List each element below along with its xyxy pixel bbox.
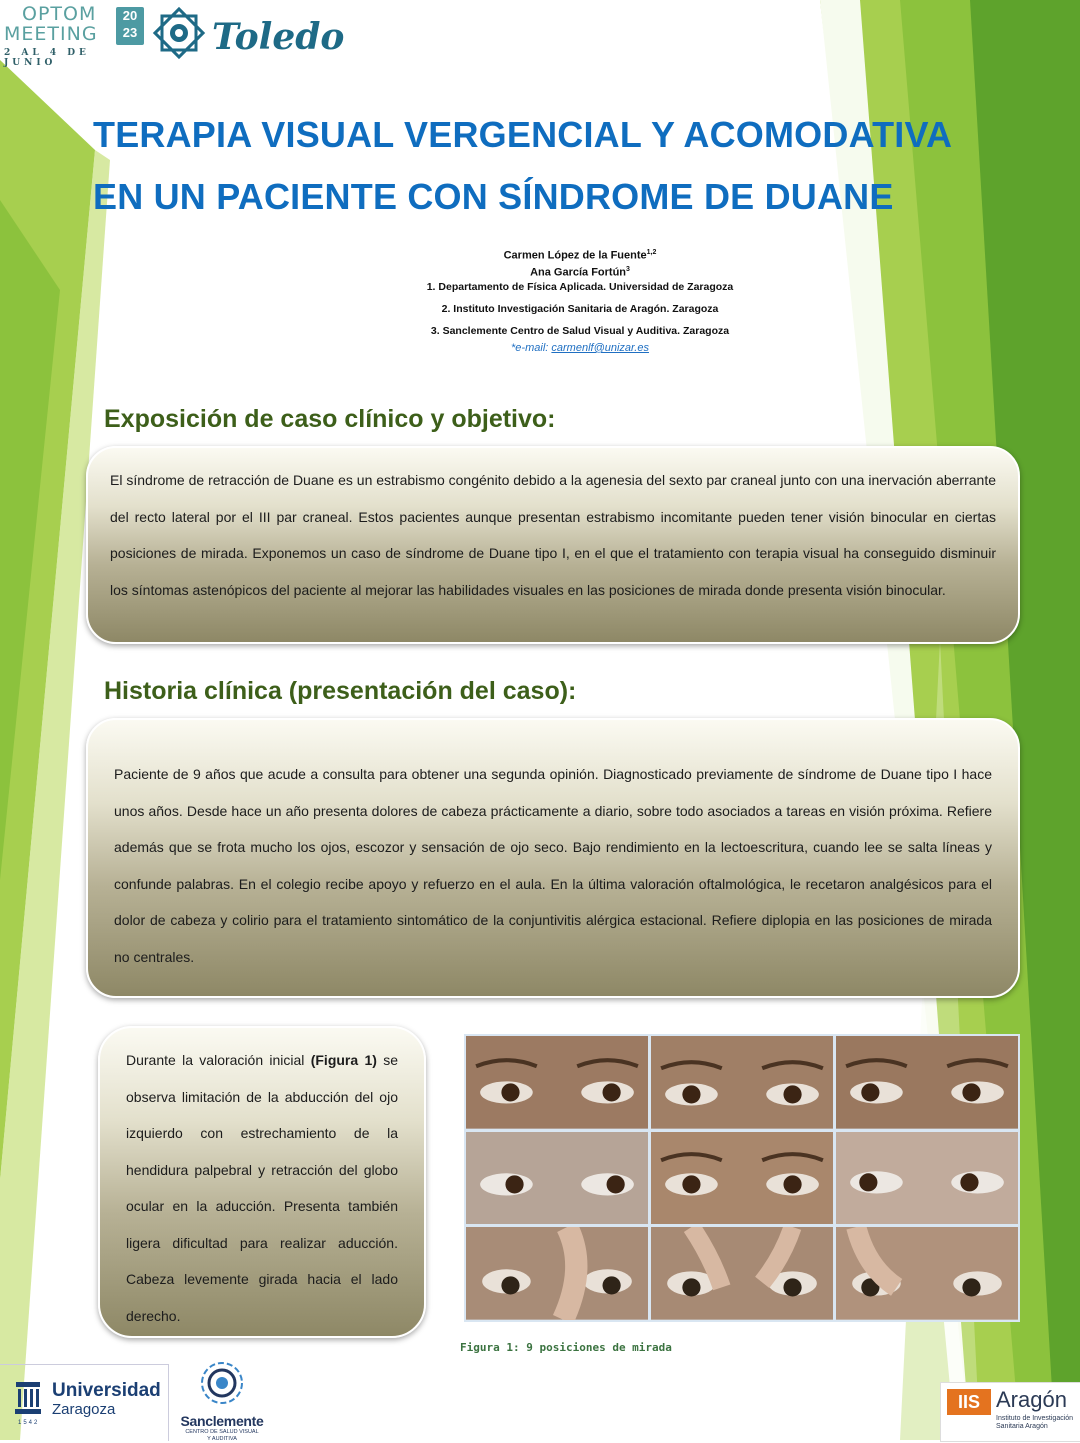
sanclemente-eye-icon bbox=[199, 1360, 245, 1406]
title-line2: EN UN PACIENTE CON SÍNDROME DE DUANE bbox=[93, 176, 894, 217]
gaze-photo bbox=[836, 1227, 1018, 1320]
valoracion-box bbox=[98, 1026, 426, 1338]
valoracion-text-1: Durante la valoración inicial bbox=[126, 1052, 311, 1068]
section-heading-exposicion: Exposición de caso clínico y objetivo: bbox=[104, 405, 556, 433]
iis-aragon-logo bbox=[940, 1382, 1080, 1442]
exposicion-text: El síndrome de retracción de Duane es un estrabismo congénito debido a la agenesia del sexto par craneal junto con una inervación aberrante del recto lateral por el III par craneal. Estos pacientes aunque presentan estrabismo incomitante pueden tener visión binocular en ciertas posiciones de mirada. Exponemos un caso de síndrome de Duane tipo I, en el que el tratamiento con terapia visual ha conseguido disminuir los síntomas astenópicos del paciente al mejorar las habilidades visuales en las posiciones de mirada donde presenta visión binocular. bbox=[110, 472, 996, 598]
iis-sub1: Instituto de Investigación bbox=[996, 1415, 1074, 1422]
toledo-star-icon bbox=[150, 4, 208, 62]
optom-meeting-logo bbox=[4, 3, 144, 68]
title-line1: TERAPIA VISUAL VERGENCIAL Y ACOMODATIVA bbox=[93, 114, 953, 155]
logo-line1: OPTOM bbox=[22, 3, 97, 25]
author2: Ana García Fortún bbox=[530, 266, 627, 279]
sanclemente-sub2: Y AUDITIVA bbox=[207, 1436, 237, 1442]
sanclemente-sub1: CENTRO DE SALUD VISUAL bbox=[185, 1429, 259, 1435]
sanclemente-name: Sanclemente bbox=[180, 1413, 264, 1429]
gaze-photo bbox=[466, 1227, 648, 1320]
exposicion-box bbox=[86, 446, 1020, 644]
iis-sub2: Sanitaria Aragón bbox=[996, 1423, 1048, 1430]
gaze-photo bbox=[836, 1132, 1018, 1225]
section-heading-historia: Historia clínica (presentación del caso): bbox=[104, 677, 577, 705]
unizar-year: 1542 bbox=[18, 1420, 40, 1426]
university-building-icon bbox=[14, 1380, 42, 1418]
gaze-photo bbox=[466, 1132, 648, 1225]
author1: Carmen López de la Fuente bbox=[503, 249, 647, 262]
toledo-logo-text: Toledo bbox=[212, 16, 345, 58]
email-label: *e-mail: bbox=[511, 342, 549, 354]
gaze-photo bbox=[651, 1132, 833, 1225]
authors bbox=[300, 246, 860, 279]
author1-affil: 1,2 bbox=[646, 249, 657, 256]
author2-affil: 3 bbox=[626, 265, 630, 273]
gaze-photo bbox=[651, 1227, 833, 1320]
gaze-photo bbox=[651, 1036, 833, 1129]
figure-caption: Figura 1: 9 posiciones de mirada bbox=[460, 1341, 672, 1354]
historia-box bbox=[86, 718, 1020, 998]
contact-email bbox=[300, 342, 860, 354]
email-link[interactable]: carmenlf@unizar.es bbox=[551, 342, 649, 354]
iis-badge: IIS bbox=[947, 1389, 991, 1415]
sanclemente-logo bbox=[172, 1360, 272, 1443]
event-dates: 2 AL 4 DE JUNIO bbox=[4, 48, 90, 68]
affiliation-2: 2. Instituto Investigación Sanitaria de Aragón. Zaragoza bbox=[441, 303, 719, 315]
iis-sub bbox=[996, 1415, 1073, 1431]
figure-reference: (Figura 1) bbox=[310, 1052, 377, 1068]
poster-title bbox=[93, 104, 1053, 228]
unizar-name: Universidad bbox=[52, 1380, 161, 1401]
logo-year: 20 23 bbox=[116, 7, 144, 45]
logo-line2: MEETING bbox=[4, 23, 98, 45]
historia-text: Paciente de 9 años que acude a consulta para obtener una segunda opinión. Diagnosticado previamente de síndrome de Duane tipo I hace unos años. Desde hace un año presenta dolores de cabeza prácticamente a diario, sobre todo asociados a tareas en visión próxima. Refiere además que se frota mucho los ojos, escozor y sensación de ojo seco. Bajo rendimiento en la lectoescritura, cuando lee se salta líneas y confunde palabras. En el colegio recibe apoyo y refuerzo en el aula. En la última valoración oftalmológica, le recetaron analgésicos para el dolor de cabeza y colirio para el tratamiento sintomático de la conjuntivitis alérgica estacional. Refiere diplopia en las posiciones de mirada no centrales. bbox=[114, 766, 992, 965]
gaze-positions-figure bbox=[464, 1034, 1020, 1322]
unizar-sub: Zaragoza bbox=[52, 1401, 116, 1418]
affiliation-1: 1. Departamento de Física Aplicada. Universidad de Zaragoza bbox=[426, 281, 734, 293]
valoracion-text-2: se observa limitación de la abducción del ojo izquierdo con estrechamiento de la hendidura palpebral y retracción del globo ocular en la aducción. Presenta también ligera dificultad para realizar aducción. Cabeza levemente girada hacia el lado derecho. bbox=[126, 1052, 398, 1324]
iis-name: Aragón bbox=[996, 1387, 1067, 1412]
gaze-photo bbox=[466, 1036, 648, 1129]
gaze-photo bbox=[836, 1036, 1018, 1129]
affiliation-3: 3. Sanclemente Centro de Salud Visual y Auditiva. Zaragoza bbox=[430, 325, 730, 337]
